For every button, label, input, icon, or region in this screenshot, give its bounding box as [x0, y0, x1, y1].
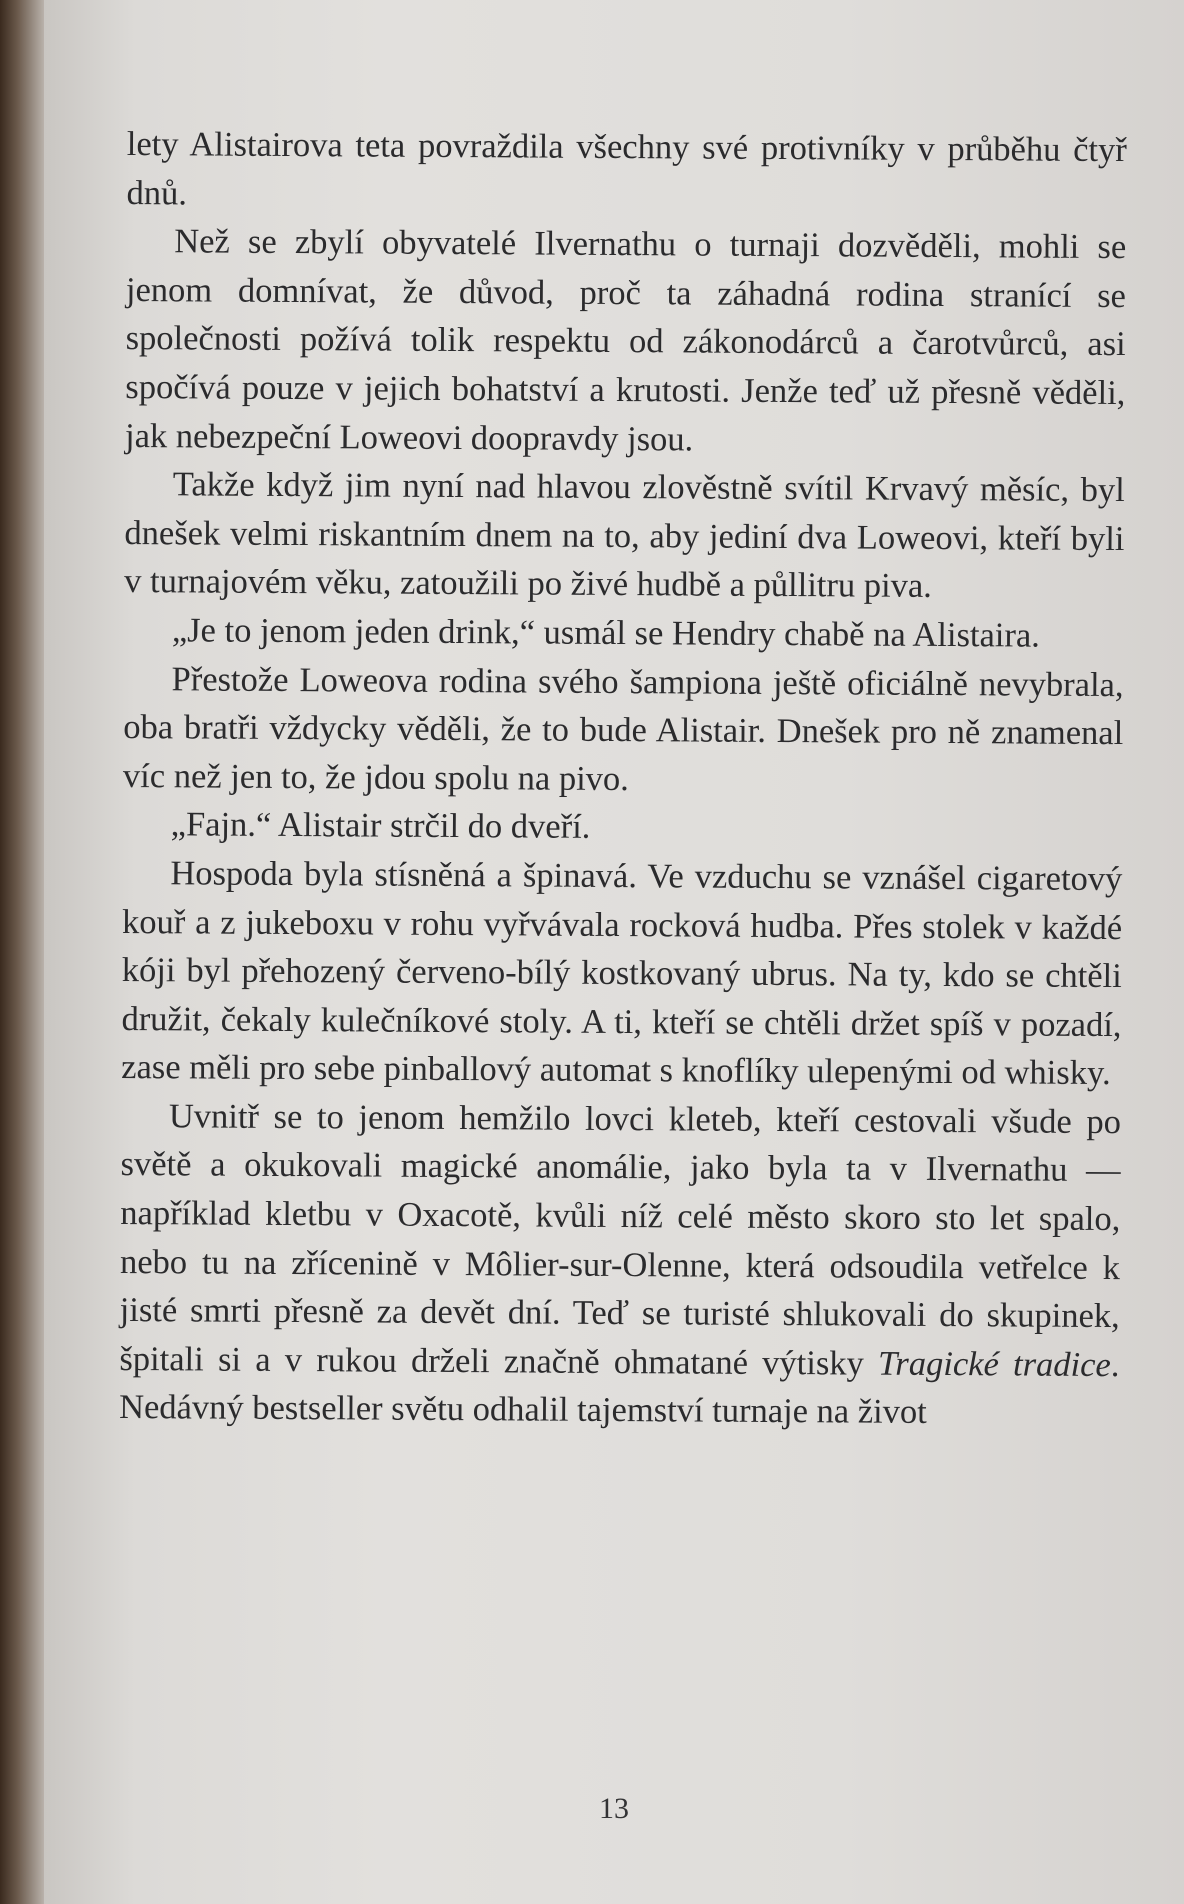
paragraph-8-tail: . Nedávný bestseller světu odhalil tajemství turnaje na život: [119, 1345, 1120, 1432]
book-spine-shadow: [0, 0, 44, 1904]
book-title-italic: Tragické tradice: [877, 1344, 1111, 1384]
paragraph-2: Než se zbylí obyvatelé Ilvernathu o turnaji dozvěděli, mohli se jenom domnívat, že důvod, proč ta záhadná rodina stranící se společnosti požívá tolik respektu od zákonodárců a čarotvůrců, asi spočívá pouze v jejich bohatství a krutosti. Jenže teď už přesně věděli, jak nebezpeční Loweovi doopravdy jsou.: [124, 222, 1127, 459]
paragraph-1: lety Alistairova teta povraždila všechny své protivníky v průběhu čtyř dnů.: [126, 124, 1127, 212]
paragraph-8: [119, 1092, 1121, 1438]
paragraph-4: „Je to jenom jeden drink,“ usmál se Hendry chabě na Alistaira.: [171, 611, 1040, 655]
body-text: [119, 120, 1127, 1438]
paragraph-6: „Fajn.“ Alistair strčil do dveří.: [170, 805, 591, 847]
book-page: [44, 0, 1184, 1904]
paragraph-3: Takže když jim nyní nad hlavou zlověstně svítil Krvavý měsíc, byl dnešek velmi riskantním dnem na to, aby jediní dva Loweovi, kteří byli v turnajovém věku, zatoužili po živé hudbě a půllitru piva.: [124, 465, 1125, 606]
page-number: 13: [599, 1792, 629, 1825]
paragraph-8-text: Uvnitř se to jenom hemžilo lovci kleteb, kteří cestovali všude po světě a okukovali magické anomálie, jako byla ta v Ilvernathu — například kletbu v Oxacotě, kvůli níž celé město skoro sto let spalo, nebo tu na zřícenině v Môlier-sur-Olenne, která odsoudila vetřelce k jisté smrti přesně za devět dní. Teď se turisté shlukovali do skupinek, špitali si a v rukou drželi značně ohmatané výtisky: [119, 1097, 1122, 1383]
paragraph-7: Hospoda byla stísněná a špinavá. Ve vzduchu se vznášel cigaretový kouř a z jukeboxu v rohu vyřvávala rocková hudba. Přes stolek v každé kóji byl přehozený červeno-bílý kostkovaný ubrus. Na ty, kdo se chtěli družit, čekaly kulečníkové stoly. A ti, kteří se chtěli držet spíš v pozadí, zase měli pro sebe pinballový automat s knoflíky ulepenými od whisky.: [121, 854, 1123, 1093]
paragraph-5: Přestože Loweova rodina svého šampiona ještě oficiálně nevybrala, oba bratři vždycky věděli, že to bude Alistair. Dnešek pro ně znamenal víc než jen to, že jdou spolu na pivo.: [122, 659, 1124, 798]
